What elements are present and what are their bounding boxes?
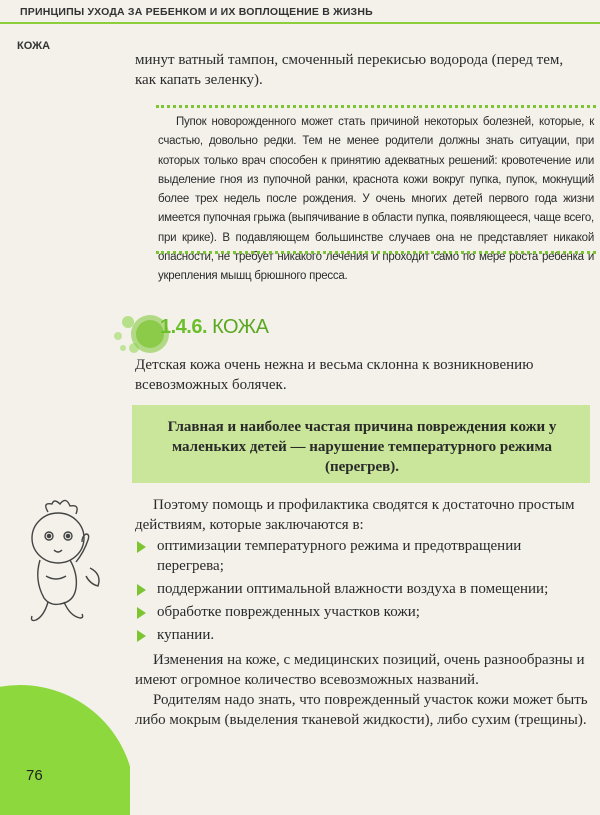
callout-box: [156, 105, 596, 283]
paragraph: минут ватный тампон, смоченный перекисью водорода (перед тем, как капать зеленку).: [135, 52, 564, 88]
bullet-triangle-icon: [137, 541, 146, 553]
paragraph: Детская кожа очень нежна и весьма склонна к возникновению всевозможных болячек.: [135, 357, 534, 393]
list-item-text: купании.: [157, 627, 215, 643]
page-number: 76: [26, 767, 43, 784]
list-item-text: оптимизации температурного режима и предотвращении перегрева;: [157, 538, 522, 574]
paragraph: Родителям надо знать, что поврежденный участок кожи может быть либо мокрым (выделения тканевой жидкости), либо сухим (трещины).: [135, 692, 588, 728]
green-corner-decoration: [0, 650, 130, 815]
highlight-box: [132, 405, 590, 483]
header-title: ПРИНЦИПЫ УХОДА ЗА РЕБЕНКОМ И ИХ ВОПЛОЩЕНИЕ В ЖИЗНЬ: [20, 6, 373, 18]
callout-bottom-border: [156, 251, 596, 254]
running-header: [0, 0, 600, 24]
heading-number: 1.4.6.: [160, 316, 208, 338]
list-item: [135, 625, 590, 645]
list-item: [135, 602, 590, 622]
bullet-triangle-icon: [137, 607, 146, 619]
paragraph: Изменения на коже, с медицинских позиций, очень разнообразны и имеют огромное количество всевозможных названий.: [135, 652, 585, 688]
bullet-triangle-icon: [137, 630, 146, 642]
bullet-triangle-icon: [137, 584, 146, 596]
list-item-text: поддержании оптимальной влажности воздуха в помещении;: [157, 581, 549, 597]
callout-top-border: [156, 105, 596, 108]
bullet-list: [135, 536, 590, 648]
heading-name: КОЖА: [212, 316, 269, 338]
highlight-text: Главная и наиболее частая причина повреждения кожи у маленьких детей — нарушение температурного режима (перегрев).: [167, 419, 557, 475]
paragraph: Поэтому помощь и профилактика сводятся к достаточно простым действиям, которые заключаются в:: [135, 497, 575, 533]
list-item: [135, 536, 590, 576]
callout-text: Пупок новорожденного может стать причиной некоторых болезней, которые, к счастью, довольно редки. Тем не менее родители должны знать ситуации, при которых только врач способен к принятию адекватных решений: кровотечение или выделение гноя из пупочной ранки, краснота кожи вокруг пупка, пупок, мокнущий более трех недель после рождения. У очень многих детей первого года жизни имеется пупочная грыжа (выпячивание в области пупка, появляющееся, чаще всего, при крике). В подавляющем большинстве случаев она не представляет никакой опасности, не требует никакого лечения и проходит само по мере роста ребенка и укрепления мышц брюшного пресса.: [158, 116, 594, 283]
baby-cartoon-character: [18, 498, 108, 626]
list-item-text: обработке поврежденных участков кожи;: [157, 604, 420, 620]
list-item: [135, 579, 590, 599]
section-label: КОЖА: [17, 40, 51, 52]
section-heading: [160, 316, 268, 339]
